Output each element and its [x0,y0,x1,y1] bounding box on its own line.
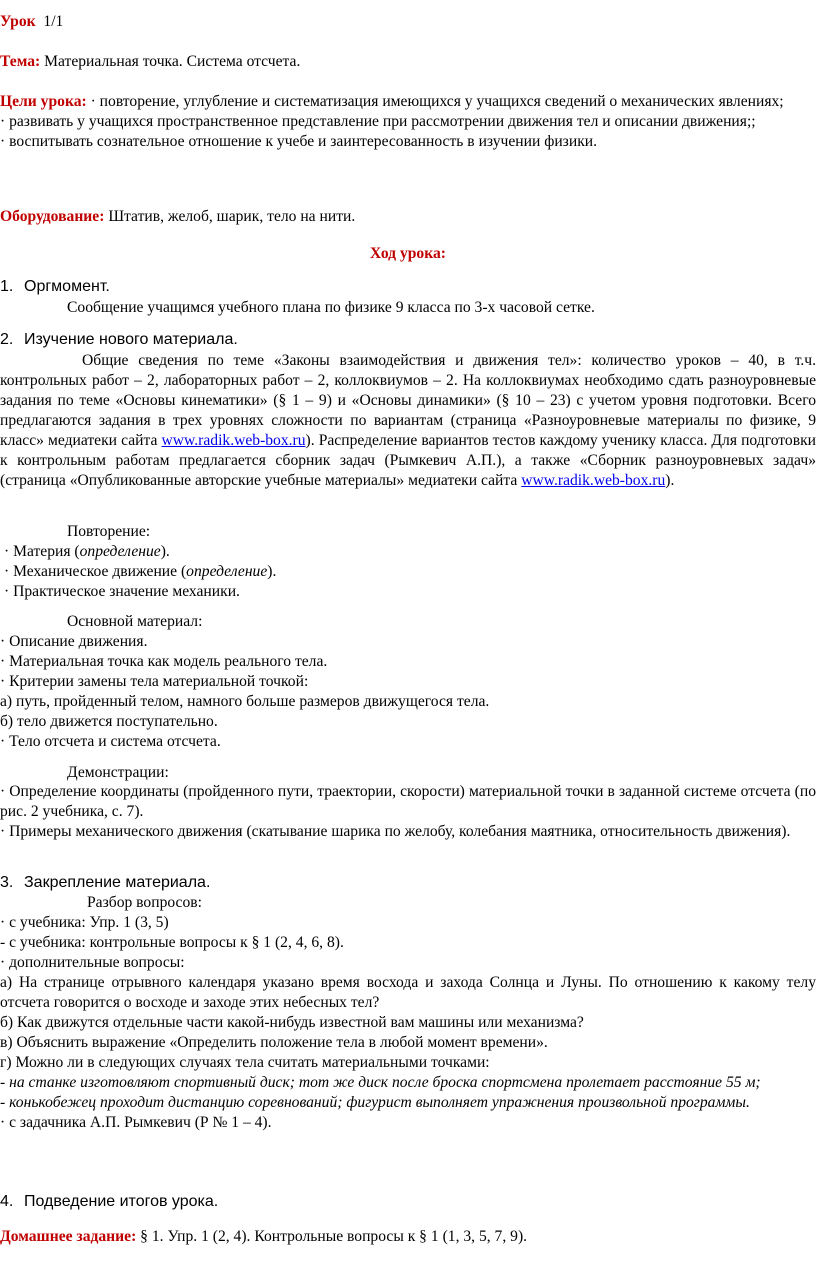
homework-text: § 1. Упр. 1 (2, 4). Контрольные вопросы к § 1 (1, 3, 5, 7, 9). [140,1228,528,1245]
section1-title: Оргмомент. [24,278,110,295]
list-item: · с задачника А.П. Рымкевич (Р № 1 – 4). [0,1114,272,1131]
section2-heading [0,330,816,350]
list-item: в) Объяснить выражение «Определить положение тела в любой момент времени». [0,1034,548,1051]
list-item: а) На странице отрывного календаря указано время восхода и захода Солнца и Луны. По отношению к какому телу отсчета говорится о восходе и заходе этих небесных тел? [0,974,816,1011]
homework-line [0,1227,816,1247]
equipment-text: Штатив, желоб, шарик, тело на нити. [108,208,356,225]
equipment-line [0,207,816,227]
list-item: - конькобежец проходит дистанцию соревнований; фигурист выполняет упражнения произвольной программы. [0,1094,750,1111]
homework-label: Домашнее задание: [0,1228,137,1245]
list-item: · Материя (определение). [4,543,170,560]
goal-second: · развивать у учащихся пространственное представление при рассмотрении движения тел и описании движения;; [0,113,756,130]
list-item: б) Как движутся отдельные части какой-нибудь известной вам машины или механизма? [0,1014,584,1031]
list-item: · Определение координаты (пройденного пути, траектории, скорости) материальной точки в заданной системе отсчета (по рис. 2 учебника, с. 7). [0,783,816,820]
main-material-list [0,632,816,752]
lesson-label: Урок [0,13,36,30]
list-item: · Практическое значение механики. [4,583,240,600]
demo-title: Демонстрации: [67,764,169,781]
list-item: а) путь, пройденный телом, намного больше размеров движущегося тела. [0,693,490,710]
list-item: · Примеры механического движения (скатывание шарика по желобу, колебания маятника, относительность движения). [0,823,791,840]
section4-heading [0,1192,816,1212]
demo-list [0,782,816,842]
list-item: - на станке изготовляют спортивный диск; тот же диск после броска спортсмена пролетает расстояние 55 м; [0,1074,761,1091]
section2-para-part2: ). Распределение вариантов тестов каждому ученику класса. Для подготовки к контрольным работам предлагается сборник задач (Рымкевич А.П.), а также «Сборник разноуровневых задач» (страница «Опубликованные авторские учебные материалы» медиатеки сайта [0,432,816,489]
questions-list [0,913,816,1133]
list-item: · Тело отсчета и система отсчета. [0,733,221,750]
list-item: · Описание движения. [0,633,148,650]
goals-block [0,92,816,152]
section1-number: 1. [0,278,14,295]
goal-first-line [0,92,816,112]
topic-line [0,52,816,72]
list-item: · дополнительные вопросы: [0,954,185,971]
site-link-2[interactable]: www.radik.web-box.ru [521,472,666,489]
goal-first: · повторение, углубление и систематизация имеющихся у учащихся сведений о механических явлениях; [90,93,784,110]
section4-number: 4. [0,1193,14,1210]
section1-heading [0,277,816,297]
main-material-title: Основной материал: [67,613,203,630]
list-item: - с учебника: контрольные вопросы к § 1 (2, 4, 6, 8). [0,934,344,951]
section1-text: Сообщение учащимся учебного плана по физике 9 класса по 3-х часовой сетке. [67,299,595,316]
section2-number: 2. [0,331,14,348]
topic-label: Тема: [0,53,41,70]
list-item: г) Можно ли в следующих случаях тела считать материальными точками: [0,1054,490,1071]
repeat-list [4,542,816,602]
repeat-title: Повторение: [67,523,151,540]
section3-title: Закрепление материала. [24,874,211,891]
section2-para-part3: ). [665,472,675,489]
list-item: · Материальная точка как модель реального тела. [0,653,328,670]
section4-title: Подведение итогов урока. [24,1193,219,1210]
lesson-line [0,12,816,32]
section3-heading [0,873,816,893]
section2-para-part1: Общие сведения по теме «Законы взаимодействия и движения тел»: количество уроков – 40, в т.ч. контрольных работ – 2, лабораторных работ – 2, коллоквиумов – 2. На коллоквиумах необходимо сдать разноуровневые задания по теме «Основы кинематики» (§ 1 – 9) и «Основы динамики» (§ 10 – 23) с учетом уровня подготовки. Всего предлагаются задания в трех уровнях сложности по вариантам (страница «Разноуровневые материалы по физике, 9 класс» медиатеки сайта [0,352,816,449]
section2-title: Изучение нового материала. [24,331,238,348]
course-title: Ход урока: [370,245,446,262]
equipment-label: Оборудование: [0,208,105,225]
section3-number: 3. [0,874,14,891]
list-item: · Механическое движение (определение). [4,563,277,580]
list-item: · с учебника: Упр. 1 (3, 5) [0,914,169,931]
questions-title: Разбор вопросов: [87,894,202,911]
goals-label: Цели урока: [0,93,87,110]
section2-paragraph [0,351,816,491]
site-link-1[interactable]: www.radik.web-box.ru [161,432,306,449]
list-item: · Критерии замены тела материальной точкой: [0,673,309,690]
lesson-number: 1/1 [43,13,64,30]
list-item: б) тело движется поступательно. [0,713,218,730]
goal-third: · воспитывать сознательное отношение к учебе и заинтересованность в изучении физики. [0,133,598,150]
topic-text: Материальная точка. Система отсчета. [44,53,301,70]
